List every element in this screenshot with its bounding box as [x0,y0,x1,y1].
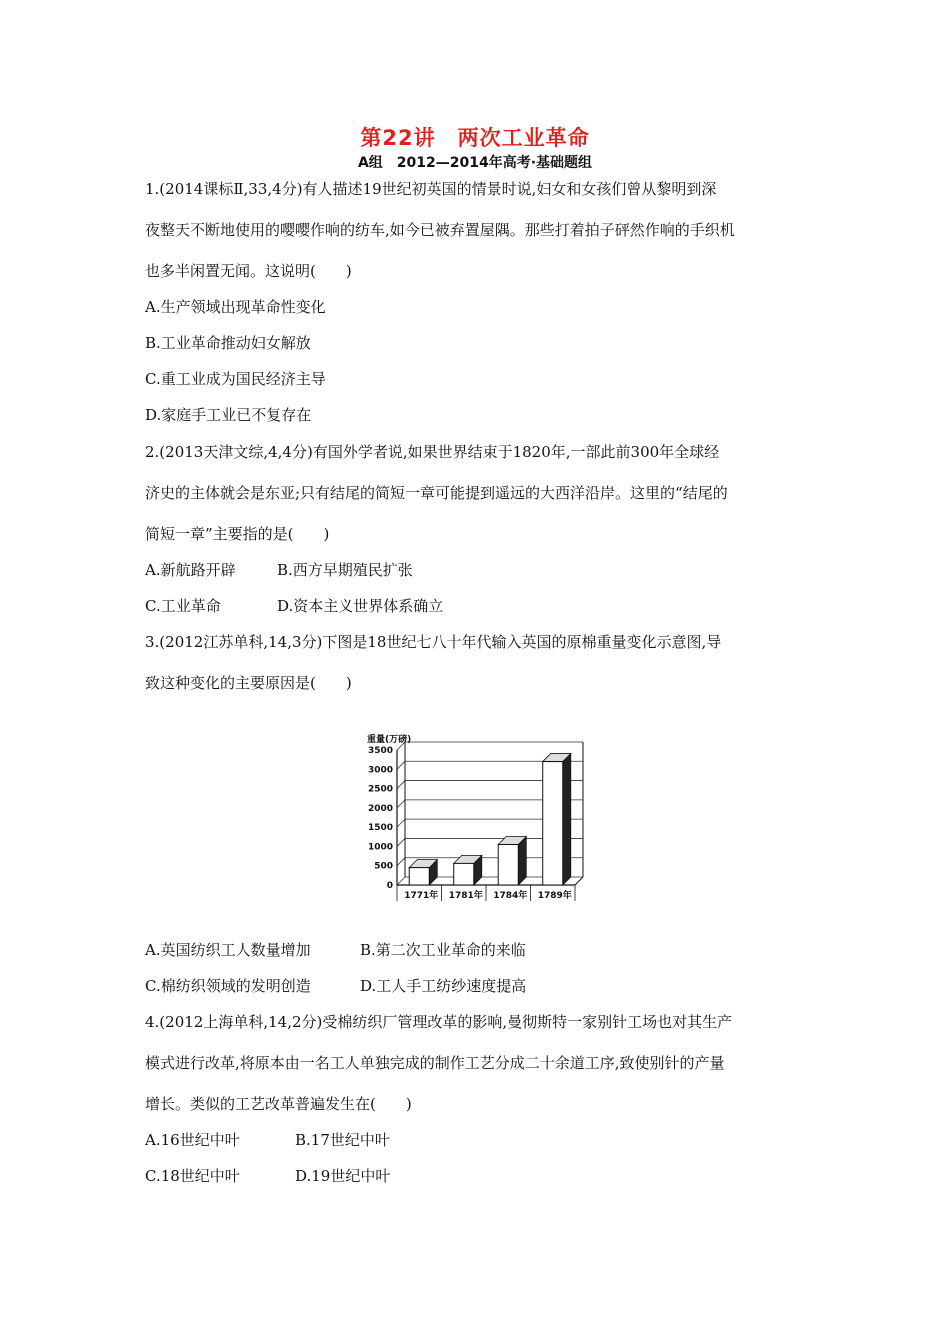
section-subtitle: A组 2012—2014年高考·基础题组 [357,155,593,171]
page-title: 第22讲 两次工业革命 [360,126,590,150]
q2-line-2: 济史的主体就会是东亚;只有结尾的简短一章可能提到遥远的大西洋沿岸。这里的“结尾的 [145,484,728,502]
gridline-side [397,761,405,769]
y-tick-label: 500 [374,861,393,872]
y-axis-label: 重量(万磅) [367,735,412,745]
q2-option-d: D.资本主义世界体系确立 [277,597,444,615]
x-tick-label: 1781年 [448,891,483,901]
q1-option-c: C.重工业成为国民经济主导 [145,370,326,388]
y-tick-label: 1500 [367,823,393,834]
q2-option-a: A.新航路开辟 [145,561,236,579]
y-tick-label: 1000 [367,842,393,853]
x-tick-label: 1789年 [537,891,572,901]
gridline-side [397,781,405,789]
q3-option-a: A.英国纺织工人数量增加 [145,941,311,959]
q1-option-d: D.家庭手工业已不复存在 [145,406,312,424]
y-tick-label: 0 [386,881,393,891]
y-tick-label: 2000 [367,803,393,814]
q3-option-c: C.棉纺织领域的发明创造 [145,977,311,995]
x-tick-label: 1784年 [493,891,528,901]
bar [498,845,518,886]
y-tick-label: 3500 [367,746,393,756]
q4-line-2: 模式进行改革,将原本由一名工人单独完成的制作工艺分成二十余道工序,致使别针的产量 [145,1054,725,1072]
gridline-side [397,858,405,866]
x-tick-label: 1771年 [404,891,439,901]
q2-option-b: B.西方早期殖民扩张 [277,561,413,579]
q4-option-d: D.19世纪中叶 [295,1167,391,1185]
q2-option-c: C.工业革命 [145,597,221,615]
gridline-side [397,838,405,846]
q3-option-b: B.第二次工业革命的来临 [360,941,526,959]
gridline-side [397,877,405,885]
q3-option-d: D.工人手工纺纱速度提高 [360,977,527,995]
q4-option-c: C.18世纪中叶 [145,1167,240,1185]
q1-option-a: A.生产领域出现革命性变化 [145,298,326,316]
bar [543,762,563,885]
y-tick-label: 3000 [367,765,393,776]
gridline-side [397,819,405,827]
q4-line-1: 4.(2012上海单科,14,2分)受棉纺织厂管理改革的影响,曼彻斯特一家别针工场也对其生产 [145,1013,733,1031]
q4-option-b: B.17世纪中叶 [295,1131,390,1149]
floor-edge [575,877,583,885]
q2-line-1: 2.(2013天津文综,4,4分)有国外学者说,如果世界结束于1820年,一部此前300年全球经 [145,443,720,461]
cotton-import-bar-chart [350,728,590,903]
q4-option-a: A.16世纪中叶 [145,1131,240,1149]
q3-line-2: 致这种变化的主要原因是( ) [145,674,352,692]
q2-line-3: 简短一章”主要指的是( ) [145,525,330,543]
q4-line-3: 增长。类似的工艺改革普遍发生在( ) [145,1095,412,1113]
bar [454,863,474,885]
bar [409,868,429,885]
y-tick-label: 2500 [367,784,393,795]
gridline-side [397,800,405,808]
bar-side [563,754,571,885]
q1-line-2: 夜整天不断地使用的嘤嘤作响的纺车,如今已被弃置屋隅。那些打着拍子砰然作响的手织机 [145,221,735,239]
q1-option-b: B.工业革命推动妇女解放 [145,334,311,352]
q1-line-3: 也多半闲置无闻。这说明( ) [145,262,352,280]
q1-line-1: 1.(2014课标Ⅱ,33,4分)有人描述19世纪初英国的情景时说,妇女和女孩们曾从黎明到深 [145,180,717,198]
q3-line-1: 3.(2012江苏单科,14,3分)下图是18世纪七八十年代输入英国的原棉重量变化示意图,导 [145,633,722,651]
